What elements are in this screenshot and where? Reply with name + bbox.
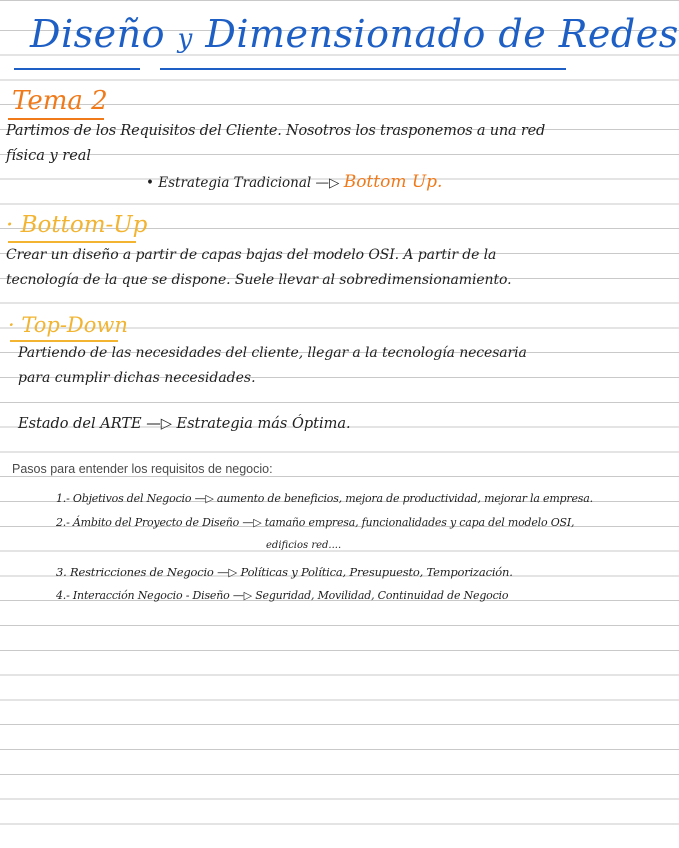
intro-bullet: [146, 172, 442, 192]
title-underline-1: [14, 68, 140, 70]
top-down-underline: [10, 340, 118, 342]
bottom-up-line-1: Crear un diseño a partir de capas bajas del modelo OSI. A partir de la: [6, 247, 497, 263]
title-word-dimensionado: Dimensionado de Redes: [205, 12, 679, 56]
intro-line-1: Partimos de los Requisitos del Cliente. Nosotros los trasponemos a una red: [6, 123, 546, 139]
title-word-y: y: [177, 24, 193, 54]
estado-del-arte: Estado del ARTE —▷ Estrategia más Óptima.: [18, 416, 351, 432]
section-tema-heading: Tema 2: [12, 86, 108, 116]
pasos-item-3: 3. Restricciones de Negocio —▷ Políticas y Política, Presupuesto, Temporización.: [56, 565, 513, 579]
bottom-up-line-2: tecnología de la que se dispone. Suele llevar al sobredimensionamiento.: [6, 272, 512, 288]
bottom-up-underline: [8, 241, 136, 243]
title-underline-2: [160, 68, 566, 70]
pasos-item-1: 1.- Objetivos del Negocio —▷ aumento de beneficios, mejora de productividad, mejorar la empresa.: [56, 492, 593, 505]
arrow-icon: —▷: [315, 175, 340, 191]
top-down-line-2: para cumplir dichas necesidades.: [18, 370, 256, 386]
tema-underline: [8, 118, 104, 120]
pasos-item-2: 2.- Ámbito del Proyecto de Diseño —▷ tamaño empresa, funcionalidades y capa del modelo OSI,: [56, 516, 575, 529]
intro-line-2: física y real: [6, 148, 92, 164]
top-down-line-1: Partiendo de las necesidades del cliente, llegar a la tecnología necesaria: [18, 345, 527, 361]
title-word-diseno: Diseño: [30, 12, 165, 56]
pasos-heading: Pasos para entender los requisitos de negocio:: [12, 462, 273, 476]
pasos-item-2-cont: edificios red....: [266, 540, 342, 551]
page-title: [30, 12, 679, 56]
intro-bullet-highlight: Bottom Up.: [343, 172, 443, 192]
section-bottom-up-heading: · Bottom-Up: [6, 212, 148, 238]
intro-bullet-text: • Estrategia Tradicional: [146, 175, 312, 191]
section-top-down-heading: · Top-Down: [8, 313, 128, 337]
pasos-item-4: 4.- Interacción Negocio - Diseño —▷ Seguridad, Movilidad, Continuidad de Negocio: [56, 589, 509, 602]
